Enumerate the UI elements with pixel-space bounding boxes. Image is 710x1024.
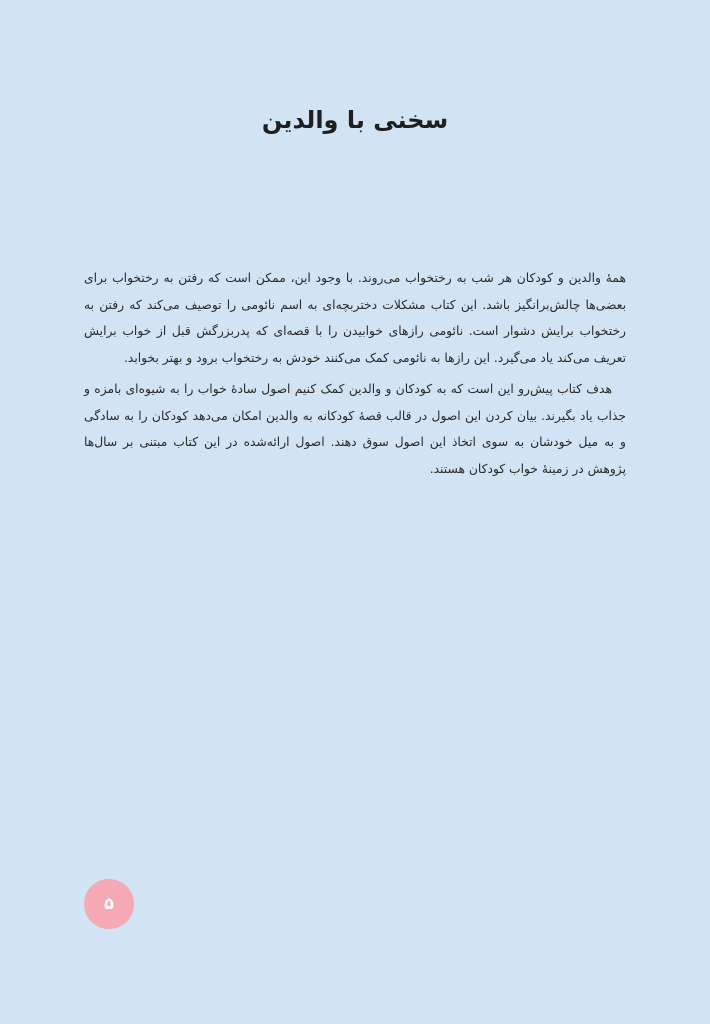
page-title: سخنی با والدین	[261, 106, 449, 134]
body-text	[84, 265, 626, 487]
page-number-badge: ۵	[84, 879, 134, 929]
paragraph-purpose: هدف کتاب پیش‌رو این است که به کودکان و والدین کمک کنیم اصول سادهٔ خواب را به شیوه‌ای بامزه و جذاب یاد بگیرند. بیان کردن این اصول در قالب قصهٔ کودکانه به والدین امکان می‌دهد کودکان را به سادگی و به میل خودشان به سوی اتخاذ این اصول سوق دهند. اصول ارائه‌شده در این کتاب مبتنی بر سال‌ها پژوهش در زمینهٔ خواب کودکان هستند.	[84, 382, 626, 476]
paragraph-intro: همهٔ والدین و کودکان هر شب به رختخواب می‌روند. با وجود این، ممکن است که رفتن به رختخواب برای بعضی‌ها چالش‌برانگیز باشد. این کتاب مشکلات دختربچه‌ای به اسم نائومی را توصیف می‌کند که رفتن به رختخواب برایش دشوار است. نائومی رازهای خوابیدن را با قصه‌ای که پدربزرگش قبل از خواب برایش تعریف می‌کند یاد می‌گیرد. این رازها به نائومی کمک می‌کنند خودش به رختخواب برود و بهتر بخوابد.	[84, 271, 626, 365]
